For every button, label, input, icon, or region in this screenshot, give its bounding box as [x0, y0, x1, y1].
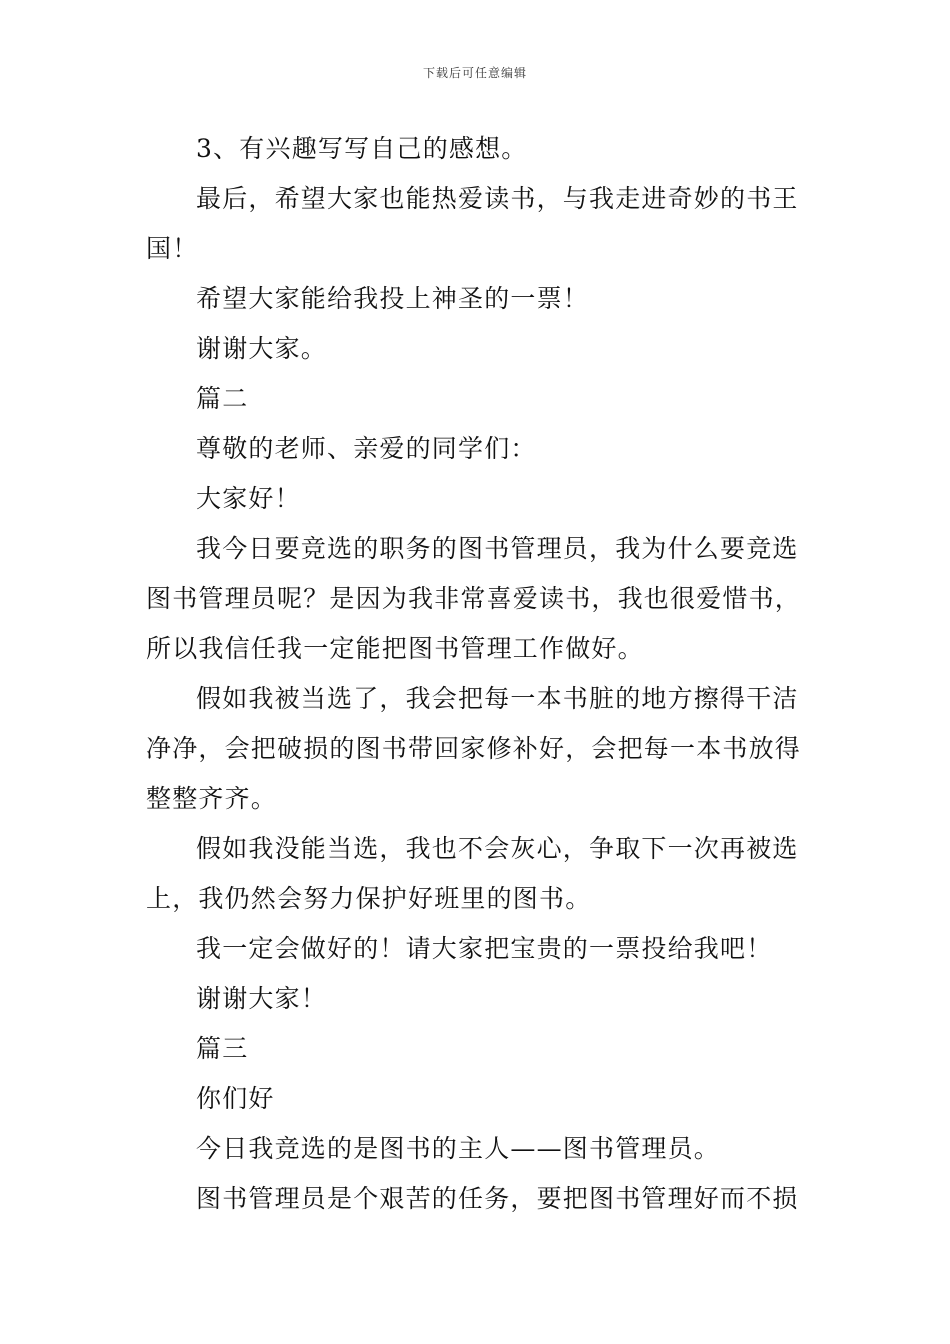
- paragraph: 假如我没能当选，我也不会灰心，争取下一次再被选上，我仍然会努力保护好班里的图书。: [146, 834, 799, 913]
- salutation: 尊敬的老师、亲爱的同学们：: [196, 434, 537, 463]
- header-note: 下载后可任意编辑: [422, 66, 527, 80]
- paragraph: 谢谢大家。: [196, 334, 328, 363]
- paragraph: 最后，希望大家也能热爱读书，与我走进奇妙的书王国！: [146, 184, 799, 263]
- paragraph: 假如我被当选了，我会把每一本书脏的地方擦得干洁净净，会把破损的图书带回家修补好，会把每一本书放得整整齐齐。: [146, 684, 802, 813]
- paragraph: 我今日要竞选的职务的图书管理员，我为什么要竞选图书管理员呢？是因为我非常喜爱读书，我也很爱惜书，所以我信任我一定能把图书管理工作做好。: [146, 534, 802, 663]
- paragraph: 图书管理员是个艰苦的任务，要把图书管理好而不损: [196, 1184, 799, 1213]
- section-heading: 篇三: [196, 1034, 249, 1063]
- paragraph: 我一定会做好的！请大家把宝贵的一票投给我吧！: [196, 934, 773, 963]
- greeting: 你们好: [196, 1084, 275, 1113]
- paragraph: 希望大家能给我投上神圣的一票！: [196, 284, 590, 313]
- greeting: 大家好！: [196, 484, 301, 513]
- paragraph: 3、有兴趣写写自己的感想。: [196, 134, 528, 163]
- document-body: [146, 124, 808, 1224]
- paragraph: 今日我竞选的是图书的主人——图书管理员。: [196, 1134, 721, 1163]
- paragraph: 谢谢大家！: [196, 984, 328, 1013]
- section-heading: 篇二: [196, 384, 249, 413]
